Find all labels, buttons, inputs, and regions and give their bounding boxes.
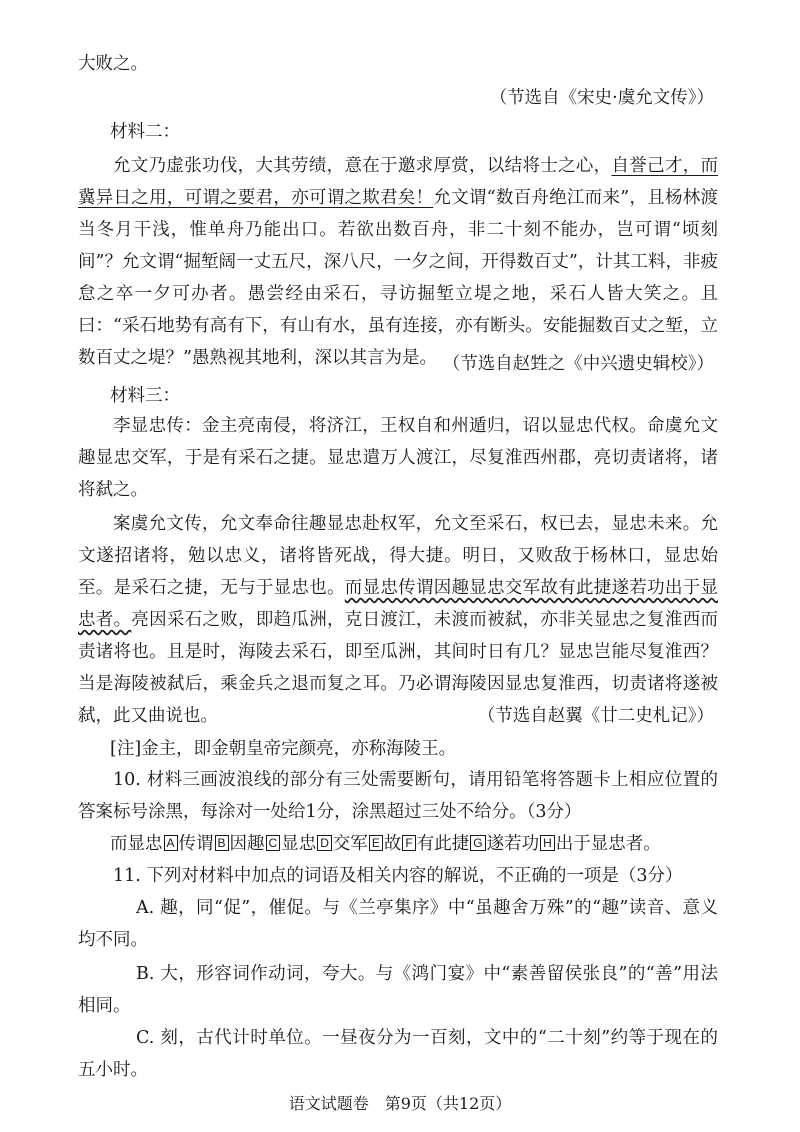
material-3-text-a: 案虞允文传，允文奉命往趣显忠赴权军，允文至采石，权已去，显忠未来。允文遂招诸将，勉以忠义，诸将皆死战，得大捷。明日，又败敌于杨林口，显忠始至。是采石之捷，无与于显忠也。 <box>78 514 718 598</box>
question-11: 11. 下列对材料中加点的词语及相关内容的解说，不正确的一项是（3分） <box>113 866 683 886</box>
source-citation-1: （节选自《宋史·虞允文传》） <box>489 88 714 108</box>
answer-marker-g[interactable]: G <box>470 835 485 851</box>
material-3-text-b: 亮因采石之败，即趋瓜洲，克日渡江，未渡而被弑，亦非关显忠之复淮西而责诸将也。且是时，海陵去采石，即至瓜洲，其间时日有几？显忠岂能尽复淮西？当是海陵被弑后，乘金兵之退而复之耳。乃必谓海陵因显忠复淮西，切责诸将遂被弑，此又曲说也。 <box>78 610 718 726</box>
answer-marker-d[interactable]: D <box>317 835 332 851</box>
material-2-underlined-sentence: 自誉己才，而冀异日之用，可谓之要君，亦可谓之欺君矣！ <box>78 156 718 208</box>
material-2-paragraph <box>78 150 718 374</box>
source-citation-2: （节选自赵甡之《中兴遗史辑校》） <box>442 354 714 374</box>
material-3-wavy-sentence: 而显忠传谓因趣显忠交军故有此捷遂若功出于显忠者。 <box>78 578 719 630</box>
option-c[interactable]: C. 刻，古代计时单位。一昼夜分为一百刻，文中的“二十刻”约等于现在的五小时。 <box>78 1028 718 1080</box>
material-2-text-b: 允文谓“数百舟绝江而来”，且杨林渡当冬月干浅，惟单舟乃能出口。若欲出数百舟，非二十刻不能办，岂可谓“顷刻间”？允文谓“掘堑阔一丈五尺，深八尺，一夕之间，开得数百丈”，计其工料，非疲怠之卒一夕可办者。愚尝经由采石，寻访掘堑立堤之地，采石人皆大笑之。且曰：“采石地势有高有下，有山有水，虽有连接，亦有断头。安能掘数百丈之堑，立数百丈之堤？”愚熟视其地利，深以其言为是。 <box>78 188 718 368</box>
answer-marker-b[interactable]: B <box>215 835 229 851</box>
material-3-paragraph-1: 李显忠传：金主亮南侵，将济江，王权自和州遁归，诏以显忠代权。命虞允文趣显忠交军，于是有采石之捷。显忠遣万人渡江，尽复淮西州郡，亮切责诸将，诸将弑之。 <box>78 416 718 500</box>
source-citation-3: （节选自赵翼《廿二史札记》） <box>477 706 714 726</box>
question-10-sentence: 而显忠 A 传谓 B 因趣 C 显忠 D 交军 E 故 F 有此捷 G 遂若功 H 出于显忠者。 <box>110 834 661 854</box>
material-3-paragraph-2 <box>78 508 718 732</box>
material-2-heading: 材料二： <box>110 122 180 142</box>
answer-marker-e[interactable]: E <box>369 835 383 851</box>
option-a[interactable]: A. 趣，同“促”，催促。与《兰亭集序》中“虽趣舍万殊”的“趣”读音、意义均不同。 <box>78 898 718 950</box>
answer-marker-h[interactable]: H <box>540 835 555 851</box>
page-footer: 语文试题卷 第9页（共12页） <box>288 1094 512 1113</box>
answer-marker-c[interactable]: C <box>266 835 281 851</box>
question-10: 10. 材料三画波浪线的部分有三处需要断句，请用铅笔将答题卡上相应位置的答案标号涂黑，每涂对一处给1分，涂黑超过三处不给分。（3分） <box>78 770 718 822</box>
option-b[interactable]: B. 大，形容词作动词，夸大。与《鸿门宴》中“素善留侯张良”的“善”用法相同。 <box>78 964 718 1016</box>
answer-marker-a[interactable]: A <box>164 835 178 851</box>
answer-marker-f[interactable]: F <box>402 835 415 851</box>
material-2-text-a: 允文乃虚张功伐，大其劳绩，意在于邀求厚赏，以结将士之心， <box>113 156 612 176</box>
text-line-top: 大败之。 <box>78 54 148 74</box>
annotation-note: [注]金主，即金朝皇帝完颜亮，亦称海陵王。 <box>110 739 457 759</box>
material-3-heading: 材料三： <box>110 386 180 406</box>
